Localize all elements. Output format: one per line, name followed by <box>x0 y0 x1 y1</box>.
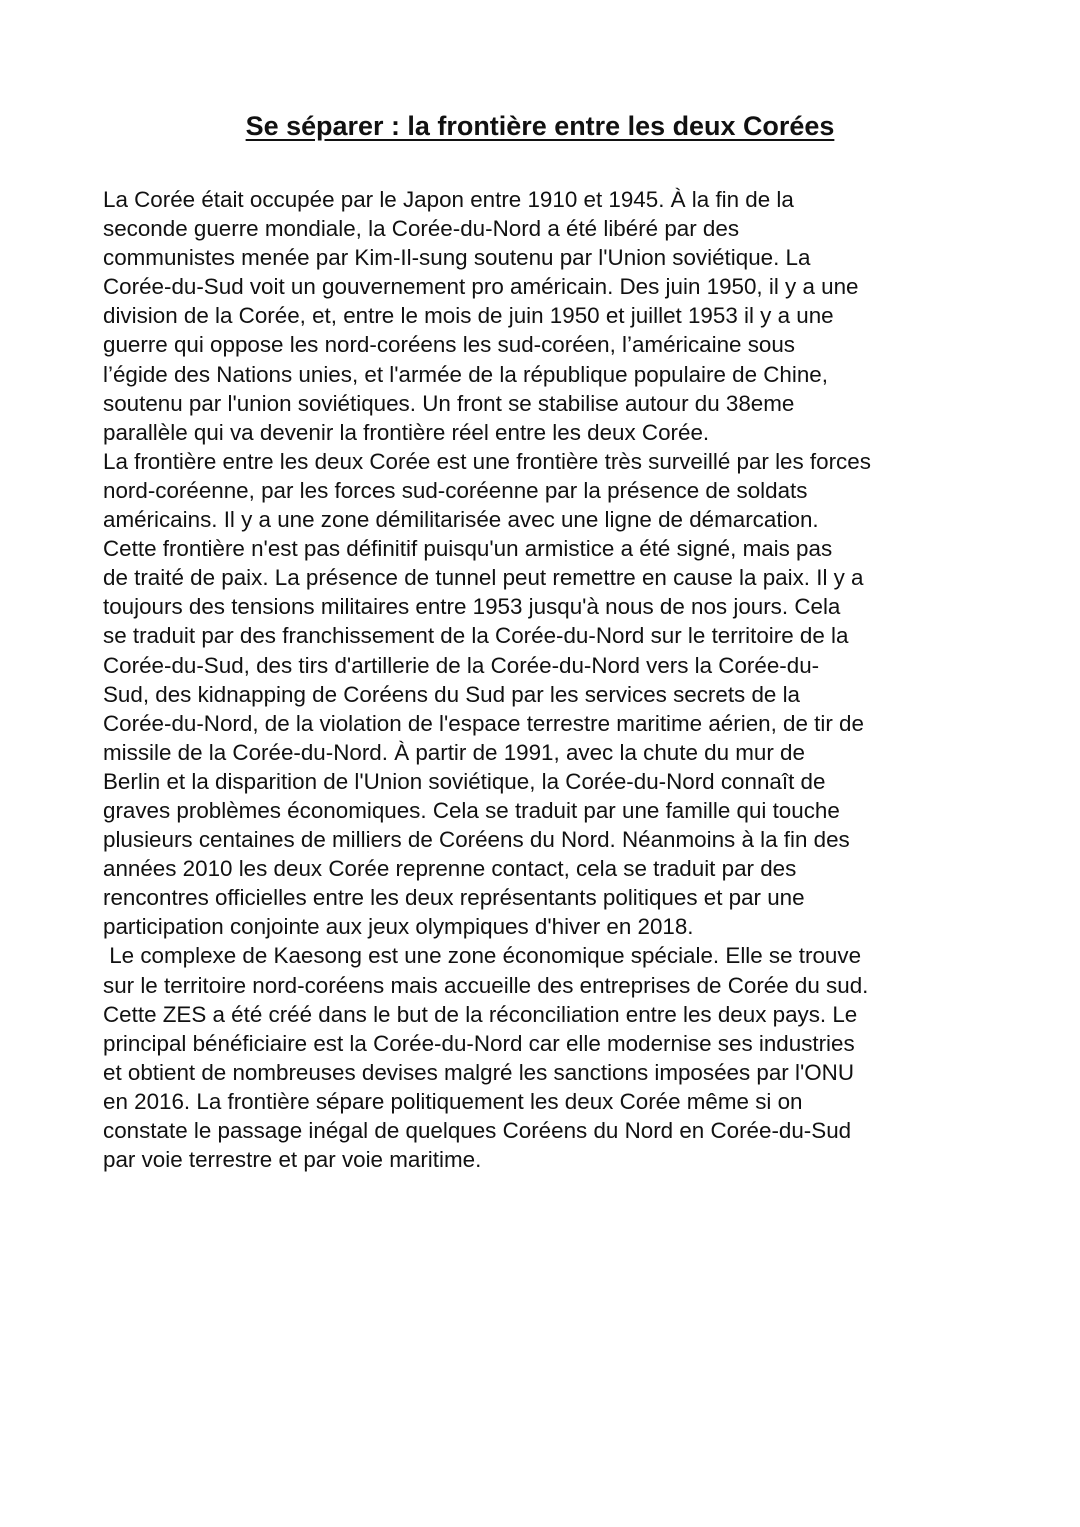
text-line: rencontres officielles entre les deux représentants politiques et par une <box>103 885 805 911</box>
text-line: toujours des tensions militaires entre 1953 jusqu'à nous de nos jours. Cela <box>103 594 841 620</box>
text-line: participation conjointe aux jeux olympiques d'hiver en 2018. <box>103 914 694 940</box>
text-line: graves problèmes économiques. Cela se traduit par une famille qui touche <box>103 797 840 823</box>
document-body <box>103 185 993 1174</box>
text-line: Cette ZES a été créé dans le but de la réconciliation entre les deux pays. Le <box>103 1001 858 1027</box>
text-line: américains. Il y a une zone démilitarisée avec une ligne de démarcation. <box>103 507 819 533</box>
text-line: parallèle qui va devenir la frontière réel entre les deux Corée. <box>103 419 710 445</box>
text-line: Corée-du-Sud, des tirs d'artillerie de la Corée-du-Nord vers la Corée-du- <box>103 652 820 678</box>
text-line: par voie terrestre et par voie maritime. <box>103 1147 482 1173</box>
text-line: plusieurs centaines de milliers de Coréens du Nord. Néanmoins à la fin des <box>103 827 850 853</box>
text-line: guerre qui oppose les nord-coréens les sud-coréen, l’américaine sous <box>103 332 795 358</box>
text-line: constate le passage inégal de quelques Coréens du Nord en Corée-du-Sud <box>103 1118 852 1143</box>
text-line: de traité de paix. La présence de tunnel peut remettre en cause la paix. Il y a <box>103 565 864 591</box>
text-line: soutenu par l'union soviétiques. Un front se stabilise autour du 38eme <box>103 390 795 416</box>
text-line: seconde guerre mondiale, la Corée-du-Nord a été libéré par des <box>103 216 740 242</box>
text-line: communistes menée par Kim-Il-sung soutenu par l'Union soviétique. La <box>103 245 811 271</box>
text-line: Sud, des kidnapping de Coréens du Sud par les services secrets de la <box>103 681 801 707</box>
text-line: et obtient de nombreuses devises malgré les sanctions imposées par l'ONU <box>103 1059 854 1085</box>
text-line: nord-coréenne, par les forces sud-coréenne par la présence de soldats <box>103 477 808 503</box>
text-line: se traduit par des franchissement de la Corée-du-Nord sur le territoire de la <box>103 623 849 649</box>
text-line: Cette frontière n'est pas définitif puisqu'un armistice a été signé, mais pas <box>103 536 833 562</box>
text-line: l’égide des Nations unies, et l'armée de la république populaire de Chine, <box>103 361 828 387</box>
text-line: La Corée était occupée par le Japon entre 1910 et 1945. À la fin de la <box>103 187 794 212</box>
text-line: missile de la Corée-du-Nord. À partir de 1991, avec la chute du mur de <box>103 739 805 765</box>
text-line: Berlin et la disparition de l'Union soviétique, la Corée-du-Nord connaît de <box>103 768 826 794</box>
text-line: sur le territoire nord-coréens mais accueille des entreprises de Corée du sud. <box>103 972 869 998</box>
text-line: division de la Corée, et, entre le mois de juin 1950 et juillet 1953 il y a une <box>103 303 834 329</box>
page-title: Se séparer : la frontière entre les deux Corées <box>245 111 835 141</box>
text-line: Le complexe de Kaesong est une zone économique spéciale. Elle se trouve <box>103 943 862 969</box>
text-line: en 2016. La frontière sépare politiquement les deux Corée même si on <box>103 1088 803 1114</box>
text-line: années 2010 les deux Corée reprenne contact, cela se traduit par des <box>103 856 797 882</box>
text-line: Corée-du-Nord, de la violation de l'espace terrestre maritime aérien, de tir de <box>103 710 864 736</box>
text-line: La frontière entre les deux Corée est une frontière très surveillé par les forces <box>103 448 871 474</box>
text-line: principal bénéficiaire est la Corée-du-Nord car elle modernise ses industries <box>103 1030 855 1056</box>
text-line: Corée-du-Sud voit un gouvernement pro américain. Des juin 1950, il y a une <box>103 274 859 300</box>
